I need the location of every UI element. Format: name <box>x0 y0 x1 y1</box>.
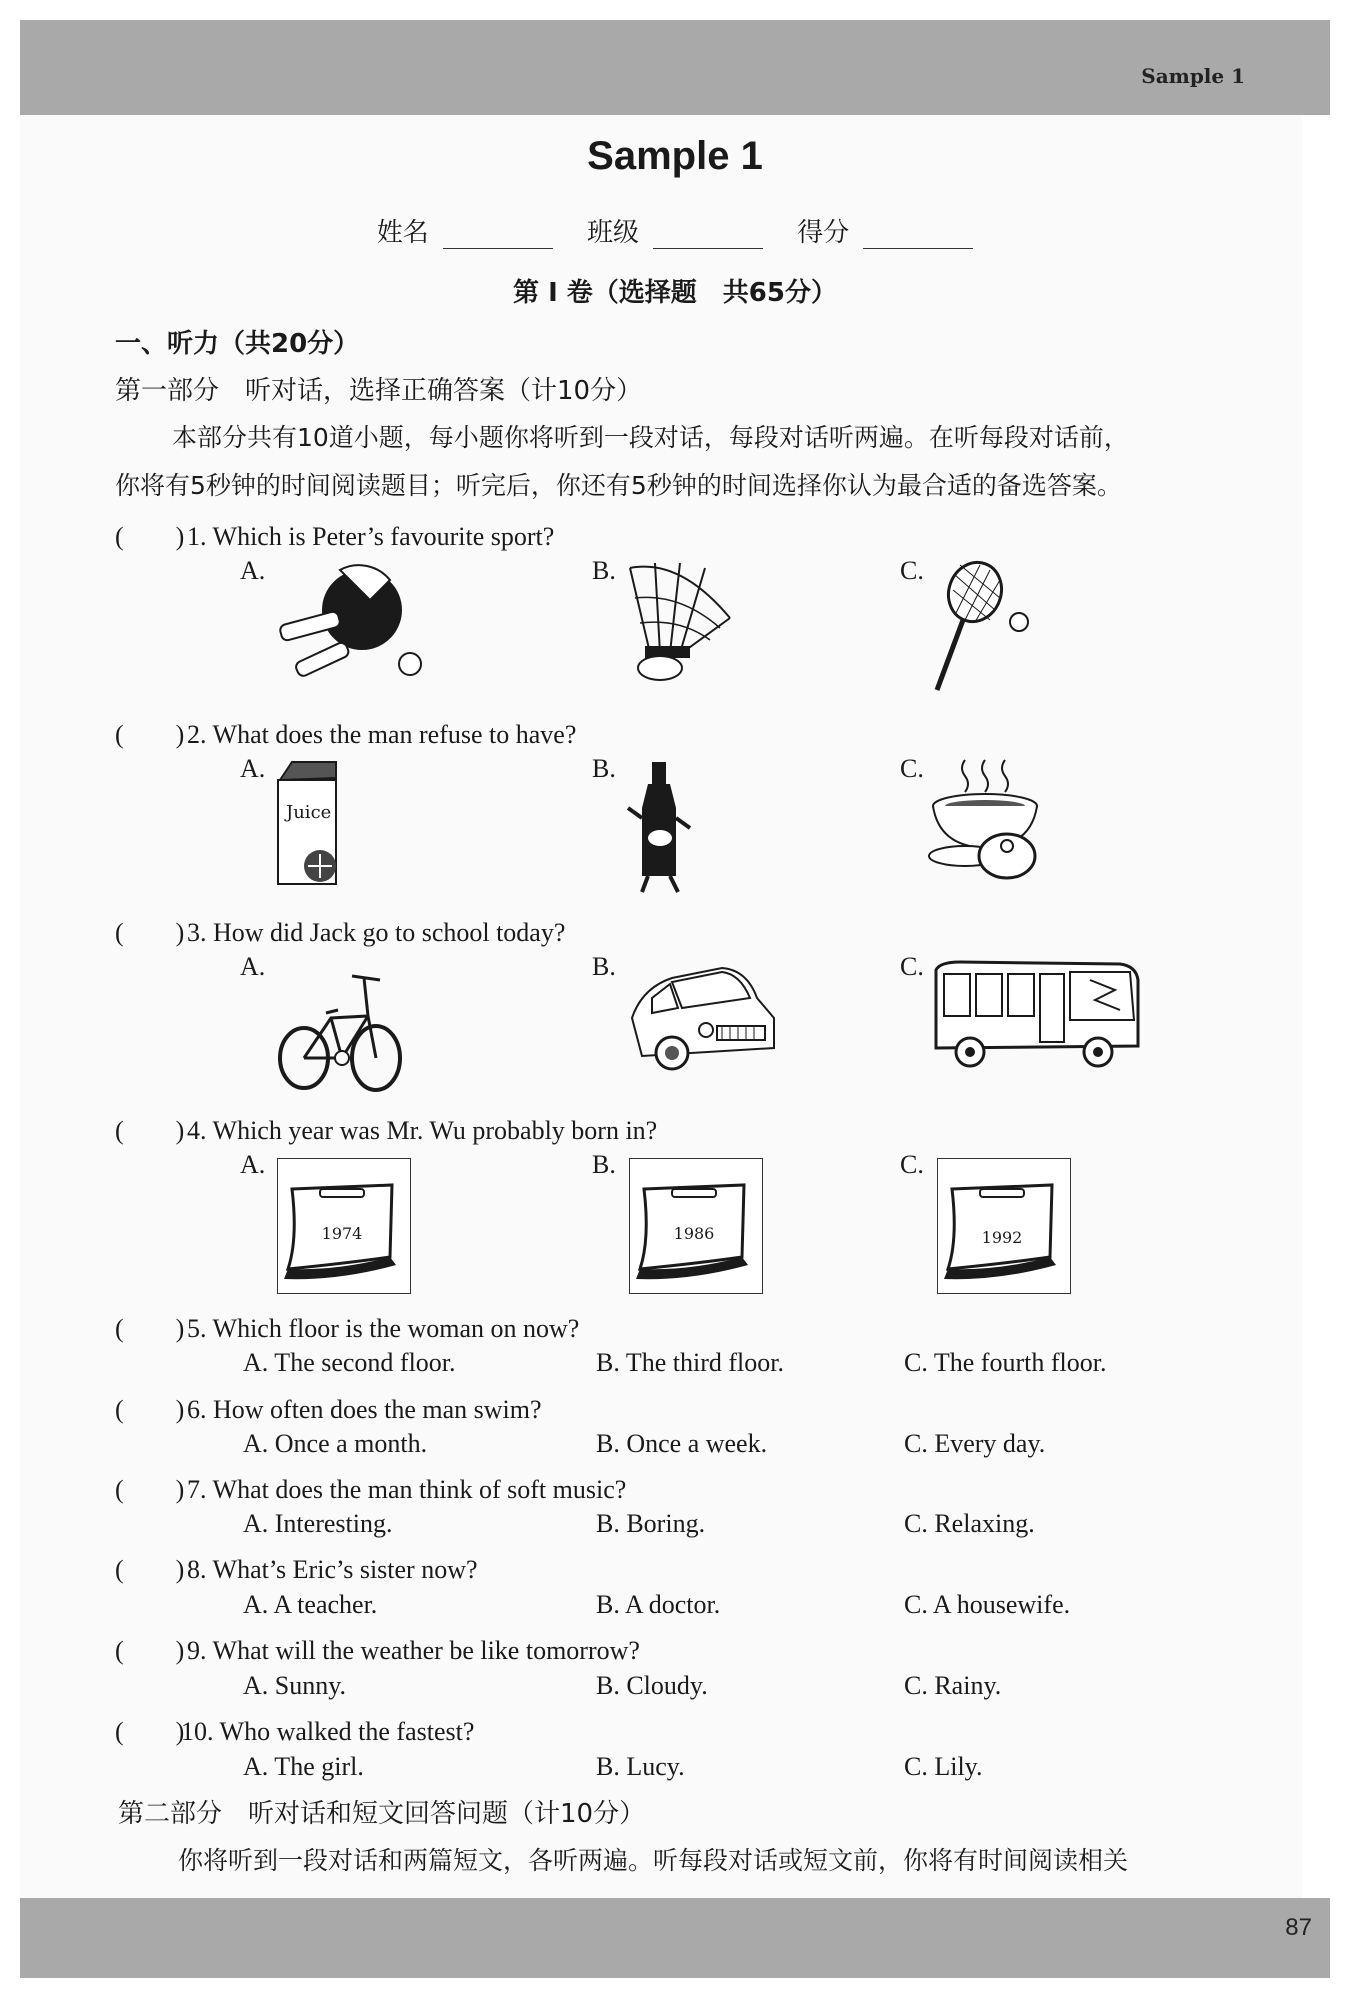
q1-option-c-label: C. <box>900 556 924 585</box>
calendar-box-c[interactable] <box>937 1158 1071 1294</box>
q10-option-a: A. The girl. <box>243 1752 364 1781</box>
top-gray-band <box>20 20 1330 115</box>
q3-option-b-label: B. <box>592 952 616 981</box>
question-1 <box>115 516 554 553</box>
answer-paren[interactable]: ( ) <box>115 1395 185 1424</box>
q4-option-a-label: A. <box>240 1150 266 1179</box>
q5-option-c: C. The fourth floor. <box>904 1348 1107 1377</box>
question-text: 9. What will the weather be like tomorrow? <box>187 1636 640 1665</box>
q7-option-a: A. Interesting. <box>243 1509 393 1538</box>
tea-cup-icon[interactable] <box>925 756 1050 886</box>
part2-intro: 你将听到一段对话和两篇短文，各听两遍。听每段对话或短文前，你将有时间阅读相关 <box>178 1846 1129 1875</box>
running-header: Sample 1 <box>1141 64 1245 88</box>
car-icon[interactable] <box>622 958 782 1073</box>
question-text: 6. How often does the man swim? <box>187 1395 542 1424</box>
page-title: Sample 1 <box>587 134 763 178</box>
bus-icon[interactable] <box>930 960 1145 1075</box>
ping-pong-paddles-icon[interactable] <box>270 560 430 680</box>
question-9 <box>115 1630 640 1667</box>
q3-option-a-label: A. <box>240 952 266 981</box>
q6-option-b: B. Once a week. <box>596 1429 768 1458</box>
q9-option-a: A. Sunny. <box>243 1671 347 1700</box>
q8-option-b: B. A doctor. <box>596 1590 721 1619</box>
section-heading: 一、听力（共20分） <box>115 329 360 359</box>
q8-option-c: C. A housewife. <box>904 1590 1071 1619</box>
calendar-box-b[interactable] <box>629 1158 763 1294</box>
class-blank[interactable] <box>653 224 763 249</box>
class-label: 班级 <box>586 218 639 248</box>
question-10 <box>115 1711 474 1748</box>
q10-option-b: B. Lucy. <box>596 1752 685 1781</box>
name-blank[interactable] <box>443 224 553 249</box>
question-text: 1. Which is Peter’s favourite sport? <box>187 522 555 551</box>
part1-intro-line2: 你将有5秒钟的时间阅读题目；听完后，你还有5秒钟的时间选择你认为最合适的备选答案。 <box>115 471 1122 500</box>
calendar-year: 1992 <box>981 1228 1023 1247</box>
question-text: 2. What does the man refuse to have? <box>187 720 577 749</box>
q8-option-a: A. A teacher. <box>243 1590 378 1619</box>
part1-intro-line1: 本部分共有10道小题，每小题你将听到一段对话，每段对话听两遍。在听每段对话前， <box>172 423 1129 452</box>
question-8 <box>115 1549 478 1586</box>
calendar-icon <box>938 1159 1070 1293</box>
question-text: 5. Which floor is the woman on now? <box>187 1314 580 1343</box>
calendar-year: 1974 <box>321 1224 363 1243</box>
calendar-icon <box>630 1159 762 1293</box>
q9-option-b: B. Cloudy. <box>596 1671 708 1700</box>
answer-paren[interactable]: ( ) <box>115 720 185 749</box>
q4-option-c-label: C. <box>900 1150 924 1179</box>
calendar-icon <box>278 1159 410 1293</box>
bicycle-icon[interactable] <box>276 958 406 1098</box>
tennis-racket-icon[interactable] <box>925 560 1035 695</box>
q9-option-c: C. Rainy. <box>904 1671 1002 1700</box>
q10-option-c: C. Lily. <box>904 1752 983 1781</box>
q7-option-c: C. Relaxing. <box>904 1509 1035 1538</box>
q2-option-a-label: A. <box>240 754 266 783</box>
student-info-line <box>0 212 1350 249</box>
q6-option-a: A. Once a month. <box>243 1429 428 1458</box>
q1-option-a-label: A. <box>240 556 266 585</box>
bottom-gray-band <box>20 1898 1330 1978</box>
question-3 <box>115 912 565 949</box>
answer-paren[interactable]: ( ) <box>115 1116 185 1145</box>
question-text: 10. Who walked the fastest? <box>181 1717 475 1746</box>
juice-label: Juice <box>286 802 332 823</box>
calendar-box-a[interactable] <box>277 1158 411 1294</box>
q1-option-b-label: B. <box>592 556 616 585</box>
part2-title: 第二部分 听对话和短文回答问题（计10分） <box>118 1799 646 1829</box>
shuttlecock-icon[interactable] <box>620 558 740 683</box>
score-blank[interactable] <box>863 224 973 249</box>
calendar-year: 1986 <box>673 1224 715 1243</box>
answer-paren[interactable]: ( ) <box>115 1314 185 1343</box>
question-text: 4. Which year was Mr. Wu probably born in? <box>187 1116 658 1145</box>
score-label: 得分 <box>797 218 850 248</box>
volume-title: 第 Ⅰ 卷（选择题 共65分） <box>513 278 837 308</box>
question-2 <box>115 714 576 751</box>
question-text: 7. What does the man think of soft music? <box>187 1475 627 1504</box>
answer-paren[interactable]: ( ) <box>115 918 185 947</box>
question-text: 3. How did Jack go to school today? <box>187 918 566 947</box>
q7-option-b: B. Boring. <box>596 1509 706 1538</box>
question-6 <box>115 1389 542 1426</box>
question-7 <box>115 1469 626 1506</box>
part1-title: 第一部分 听对话，选择正确答案（计10分） <box>115 376 643 406</box>
answer-paren[interactable]: ( ) <box>115 1555 185 1584</box>
answer-paren[interactable]: ( ) <box>115 522 185 551</box>
question-4 <box>115 1110 657 1147</box>
answer-paren[interactable]: ( ) <box>115 1717 185 1746</box>
page-number: 87 <box>1285 1914 1312 1941</box>
question-text: 8. What’s Eric’s sister now? <box>187 1555 478 1584</box>
question-5 <box>115 1308 579 1345</box>
q6-option-c: C. Every day. <box>904 1429 1046 1458</box>
q3-option-c-label: C. <box>900 952 924 981</box>
answer-paren[interactable]: ( ) <box>115 1636 185 1665</box>
q2-option-b-label: B. <box>592 754 616 783</box>
q4-option-b-label: B. <box>592 1150 616 1179</box>
answer-paren[interactable]: ( ) <box>115 1475 185 1504</box>
cola-bottle-icon[interactable] <box>620 758 700 898</box>
name-label: 姓名 <box>376 218 429 248</box>
q5-option-a: A. The second floor. <box>243 1348 456 1377</box>
q5-option-b: B. The third floor. <box>596 1348 785 1377</box>
juice-carton-icon[interactable] <box>272 758 344 888</box>
q2-option-c-label: C. <box>900 754 924 783</box>
